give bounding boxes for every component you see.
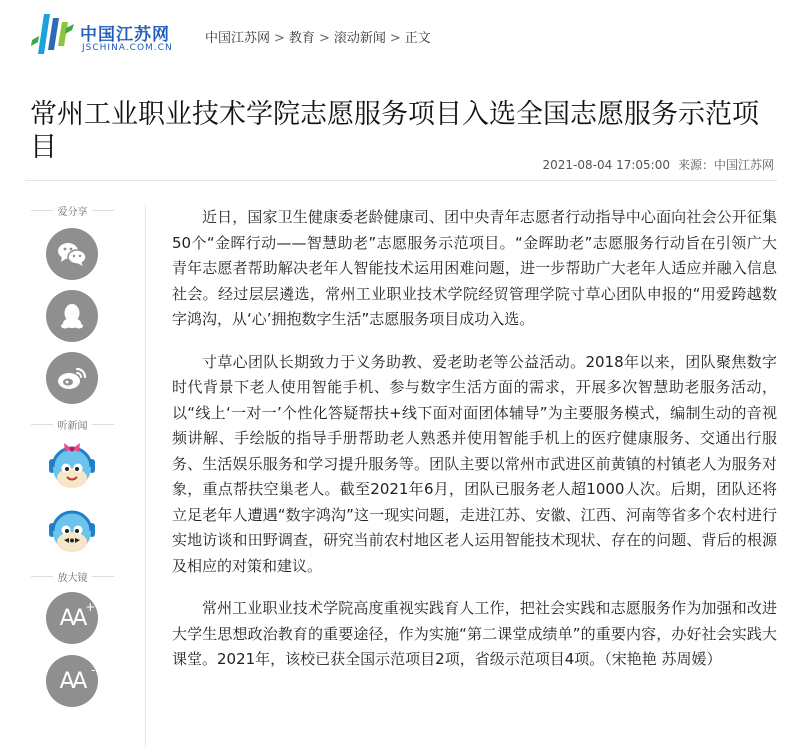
listen-section-label: 听新闻 [25, 417, 120, 432]
qq-icon [60, 302, 84, 330]
breadcrumb [205, 27, 431, 46]
site-header [0, 0, 799, 70]
breadcrumb-separator: > [274, 31, 285, 46]
article-paragraph: 近日，国家卫生健康委老龄健康司、团中央青年志愿者行动指导中心面向社会公开征集50个“金晖行动——智慧助老”志愿服务示范项目。“金晖助老”志愿服务行动旨在引领广大青年志愿者帮助解决老年人智能技术运用困难问题，进一步帮助广大老年人适应并融入信息社会。经过层层遴选，常州工业职业技术学院经贸管理学院寸草心团队申报的“用爱跨越数字鸿沟，从‘心’拥抱数字生活”志愿服务项目成功入选。 [172, 208, 777, 328]
breadcrumb-home[interactable]: 中国江苏网 [205, 31, 271, 46]
female-voice-avatar-icon [45, 439, 99, 493]
wechat-icon [57, 241, 87, 267]
source-label: 来源： [677, 158, 714, 172]
font-increase-button[interactable] [46, 592, 98, 644]
site-logo[interactable] [30, 10, 180, 60]
logo-name-cn: 中国江苏网 [80, 25, 170, 45]
male-voice-avatar-icon [45, 503, 99, 557]
weibo-share-button[interactable] [46, 352, 98, 404]
qq-share-button[interactable] [46, 290, 98, 342]
share-section-label: 爱分享 [25, 203, 120, 218]
sidebar-divider [145, 205, 146, 747]
article-body [172, 205, 777, 690]
male-voice-button[interactable] [45, 503, 99, 557]
article-paragraph: 常州工业职业技术学院高度重视实践育人工作，把社会实践和志愿服务作为加强和改进大学生思想政治教育的重要途径，作为实施“第二课堂成绩单”的重要内容，办好社会实践大课堂。2021年，该校已获全国示范项目2项，省级示范项目4项。（宋艳艳 苏周媛） [172, 599, 777, 668]
breadcrumb-separator: > [318, 31, 330, 46]
logo-name-en: JSCHINA.COM.CN [82, 43, 173, 53]
breadcrumb-current: 正文 [404, 31, 431, 46]
article-meta [543, 156, 774, 173]
logo-mark-icon [30, 10, 76, 60]
breadcrumb-education[interactable]: 教育 [288, 31, 315, 46]
female-voice-button[interactable] [45, 439, 99, 493]
weibo-icon [56, 364, 88, 392]
source-name[interactable]: 中国江苏网 [713, 158, 774, 172]
article-paragraph: 寸草心团队长期致力于义务助教、爱老助老等公益活动。2018年以来，团队聚焦数字时代背景下老人使用智能手机、参与数字生活方面的需求，开展多次智慧助老服务活动，以“线上‘一对一’个性化答疑帮扶+线下面对面团体辅导”为主要服务模式，编制生动的音视频讲解、手绘版的指导手册帮助老人熟悉并使用智能手机上的医疗健康服务、交通出行服务、生活娱乐服务和学习提升服务等。团队主要以常州市武进区前黄镇的村镇老人为服务对象，重点帮扶空巢老人。截至2021年6月，团队已服务老人超1000人次。后期，团队还将立足老年人遭遇“数字鸿沟”这一现实问题，走进江苏、安徽、江西、河南等省多个农村进行实地访谈和田野调查，研究当前农村地区老人运用智能技术现状、存在的问题、背后的根源及相应的对策和建议。 [172, 352, 777, 575]
breadcrumb-rolling-news[interactable]: 滚动新闻 [333, 31, 386, 46]
font-increase-icon: AA + [59, 599, 96, 631]
article-title: 常州工业职业技术学院志愿服务项目入选全国志愿服务示范项目 [30, 99, 759, 164]
font-decrease-button[interactable] [46, 655, 98, 707]
publish-datetime: 2021-08-04 17:05:00 [542, 158, 670, 172]
title-divider [25, 180, 777, 181]
zoom-section-label: 放大镜 [25, 569, 120, 584]
wechat-share-button[interactable] [46, 228, 98, 280]
breadcrumb-separator: > [389, 31, 401, 46]
font-decrease-icon: AA - [59, 662, 96, 694]
share-sidebar [25, 195, 120, 747]
